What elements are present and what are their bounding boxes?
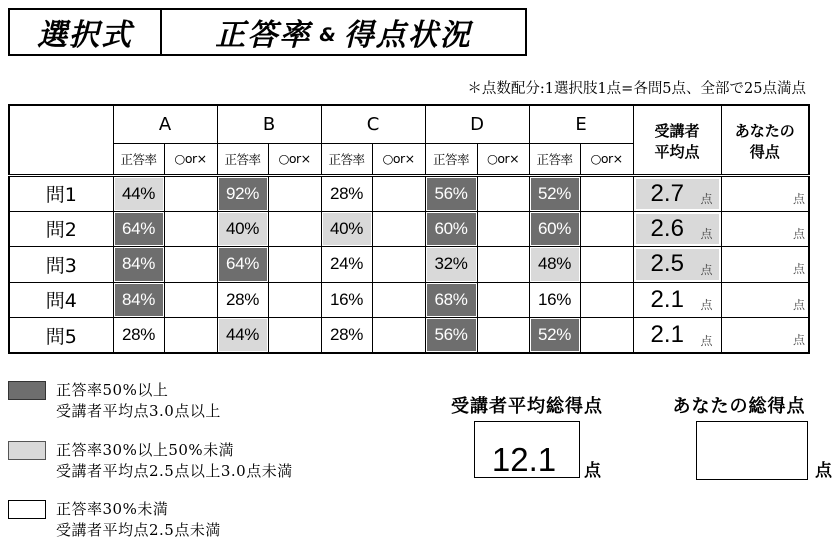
- average-total-box: [474, 421, 580, 478]
- legend-swatch-white: [8, 500, 46, 519]
- legend-average-condition: 受講者平均点2.5点以上3.0点未満: [56, 462, 293, 480]
- average-score-wrap: [634, 247, 721, 281]
- your-total-label: あなたの総得点: [672, 396, 806, 417]
- mark-cell-b: [268, 175, 321, 211]
- rate-cell-e: 52%: [529, 318, 580, 354]
- legend-text: [56, 499, 221, 541]
- your-score-cell: [721, 211, 809, 247]
- unit-label: 点: [700, 298, 713, 313]
- your-score-wrap: [722, 177, 809, 211]
- choice-header-d: D: [425, 105, 529, 143]
- rate-cell-a: 28%: [113, 318, 164, 354]
- title-ampersand: &: [319, 24, 336, 46]
- rate-cell-c: 28%: [321, 318, 372, 354]
- your-score-cell: [721, 175, 809, 211]
- average-score-cell: [633, 175, 721, 211]
- your-total-unit: 点: [815, 461, 832, 481]
- mark-cell-e: [580, 247, 633, 283]
- mark-cell-d: [477, 211, 529, 247]
- mark-header-d: ○or×: [477, 143, 529, 175]
- rate-header-d: 正答率: [425, 143, 477, 175]
- rate-cell-d: 56%: [425, 175, 477, 211]
- mark-cell-d: [477, 247, 529, 283]
- average-score-value: 2.5: [650, 250, 684, 278]
- question-label: 問1: [9, 175, 113, 211]
- question-label: 問4: [9, 282, 113, 318]
- mark-cell-e: [580, 282, 633, 318]
- rate-cell-b: 44%: [217, 318, 268, 354]
- rate-cell-e: 16%: [529, 282, 580, 318]
- your-score-wrap: [722, 318, 809, 352]
- average-total-label: 受講者平均総得点: [451, 396, 603, 417]
- mark-cell-c: [372, 318, 425, 354]
- legend-average-condition: 受講者平均点3.0点以上: [56, 402, 221, 420]
- mark-cell-a: [164, 318, 217, 354]
- mark-cell-b: [268, 318, 321, 354]
- your-score-header-line1: あなたの: [734, 121, 795, 140]
- title-box: [8, 8, 527, 56]
- choice-header-b: B: [217, 105, 321, 143]
- title-tail: 得点状況: [343, 18, 472, 53]
- rate-cell-b: 92%: [217, 175, 268, 211]
- your-score-cell: [721, 247, 809, 283]
- legend-swatch-dark: [8, 381, 46, 400]
- mark-cell-d: [477, 175, 529, 211]
- rate-cell-a: 84%: [113, 282, 164, 318]
- average-score-cell: [633, 318, 721, 354]
- legend-text: [56, 380, 221, 422]
- average-score-value: 2.1: [650, 321, 684, 349]
- your-score-header: [721, 105, 809, 175]
- mark-cell-e: [580, 211, 633, 247]
- rate-cell-e: 52%: [529, 175, 580, 211]
- average-total-value: 12.1: [491, 441, 557, 478]
- your-score-wrap: [722, 247, 809, 281]
- rate-cell-c: 40%: [321, 211, 372, 247]
- average-score-cell: [633, 211, 721, 247]
- question-label: 問3: [9, 247, 113, 283]
- rate-cell-a: 44%: [113, 175, 164, 211]
- average-score-value: 2.1: [650, 285, 684, 313]
- unit-label: 点: [700, 192, 713, 206]
- title-main: 正答率: [215, 18, 312, 53]
- rate-cell-c: 28%: [321, 175, 372, 211]
- unit-label: 点: [793, 226, 806, 241]
- your-total-box: [696, 421, 808, 480]
- average-score-wrap: [634, 318, 721, 352]
- unit-label: 点: [793, 297, 806, 312]
- legend-item-low: [8, 500, 338, 542]
- rate-cell-d: 60%: [425, 211, 477, 247]
- rate-cell-d: 32%: [425, 247, 477, 283]
- choice-header-a: A: [113, 105, 217, 143]
- rate-cell-e: 60%: [529, 211, 580, 247]
- question-row-5: [9, 318, 809, 354]
- average-score-wrap: [634, 212, 721, 246]
- average-score-value: 2.6: [650, 214, 684, 242]
- unit-label: 点: [793, 333, 806, 348]
- question-row-2: [9, 211, 809, 247]
- mark-header-c: ○or×: [372, 143, 425, 175]
- rate-header-b: 正答率: [217, 143, 268, 175]
- average-score-header: [633, 105, 721, 175]
- average-score-header-line2: 平均点: [654, 142, 700, 161]
- score-table-body: [9, 175, 809, 353]
- mark-cell-c: [372, 282, 425, 318]
- average-score-header-line1: 受講者: [654, 121, 700, 140]
- question-row-1: [9, 175, 809, 211]
- unit-label: 点: [700, 333, 713, 348]
- question-row-3: [9, 247, 809, 283]
- rate-cell-b: 40%: [217, 211, 268, 247]
- your-score-cell: [721, 282, 809, 318]
- legend-average-condition: 受講者平均点2.5点未満: [56, 521, 221, 539]
- average-score-value: 2.7: [650, 179, 684, 207]
- legend-rate-condition: 正答率30%未満: [56, 500, 169, 518]
- question-label: 問5: [9, 318, 113, 354]
- mark-cell-a: [164, 247, 217, 283]
- mark-header-e: ○or×: [580, 143, 633, 175]
- rate-cell-d: 68%: [425, 282, 477, 318]
- legend-swatch-light: [8, 441, 46, 460]
- rate-cell-a: 64%: [113, 211, 164, 247]
- legend-item-mid: [8, 441, 338, 483]
- rate-cell-c: 24%: [321, 247, 372, 283]
- average-total-unit: 点: [584, 461, 601, 481]
- mark-cell-e: [580, 318, 633, 354]
- unit-label: 点: [700, 227, 713, 242]
- legend-rate-condition: 正答率50%以上: [56, 381, 169, 399]
- unit-label: 点: [793, 262, 806, 277]
- mark-cell-d: [477, 318, 529, 354]
- legend-text: [56, 440, 293, 482]
- mark-header-a: ○or×: [164, 143, 217, 175]
- rate-cell-b: 64%: [217, 247, 268, 283]
- mark-cell-a: [164, 282, 217, 318]
- your-score-wrap: [722, 283, 809, 317]
- choice-header-e: E: [529, 105, 633, 143]
- your-score-header-line2: 得点: [749, 142, 780, 161]
- rate-header-c: 正答率: [321, 143, 372, 175]
- mark-cell-c: [372, 211, 425, 247]
- header-row-choices: [9, 105, 809, 143]
- unit-label: 点: [793, 191, 806, 206]
- choice-header-c: C: [321, 105, 425, 143]
- rate-header-e: 正答率: [529, 143, 580, 175]
- mark-cell-c: [372, 175, 425, 211]
- rate-cell-d: 56%: [425, 318, 477, 354]
- mark-cell-b: [268, 211, 321, 247]
- average-score-cell: [633, 282, 721, 318]
- score-table: [8, 104, 810, 354]
- your-score-wrap: [722, 212, 809, 246]
- rate-cell-c: 16%: [321, 282, 372, 318]
- scoring-note: ＊点数配分:1選択肢1点=各問5点、全部で25点満点: [467, 81, 806, 97]
- mark-cell-c: [372, 247, 425, 283]
- question-label: 問2: [9, 211, 113, 247]
- legend-item-high: [8, 381, 338, 423]
- rate-cell-e: 48%: [529, 247, 580, 283]
- question-row-4: [9, 282, 809, 318]
- legend-rate-condition: 正答率30%以上50%未満: [56, 441, 235, 459]
- corner-cell: [9, 105, 113, 175]
- title-heading: [162, 10, 525, 54]
- average-score-cell: [633, 247, 721, 283]
- average-score-wrap: [634, 283, 721, 317]
- rate-cell-b: 28%: [217, 282, 268, 318]
- mark-header-b: ○or×: [268, 143, 321, 175]
- mark-cell-b: [268, 247, 321, 283]
- mark-cell-a: [164, 211, 217, 247]
- average-score-wrap: [634, 177, 721, 211]
- rate-header-a: 正答率: [113, 143, 164, 175]
- mark-cell-e: [580, 175, 633, 211]
- title-section-label: 選択式: [10, 10, 162, 54]
- unit-label: 点: [700, 262, 713, 277]
- mark-cell-a: [164, 175, 217, 211]
- your-score-cell: [721, 318, 809, 354]
- mark-cell-d: [477, 282, 529, 318]
- mark-cell-b: [268, 282, 321, 318]
- rate-cell-a: 84%: [113, 247, 164, 283]
